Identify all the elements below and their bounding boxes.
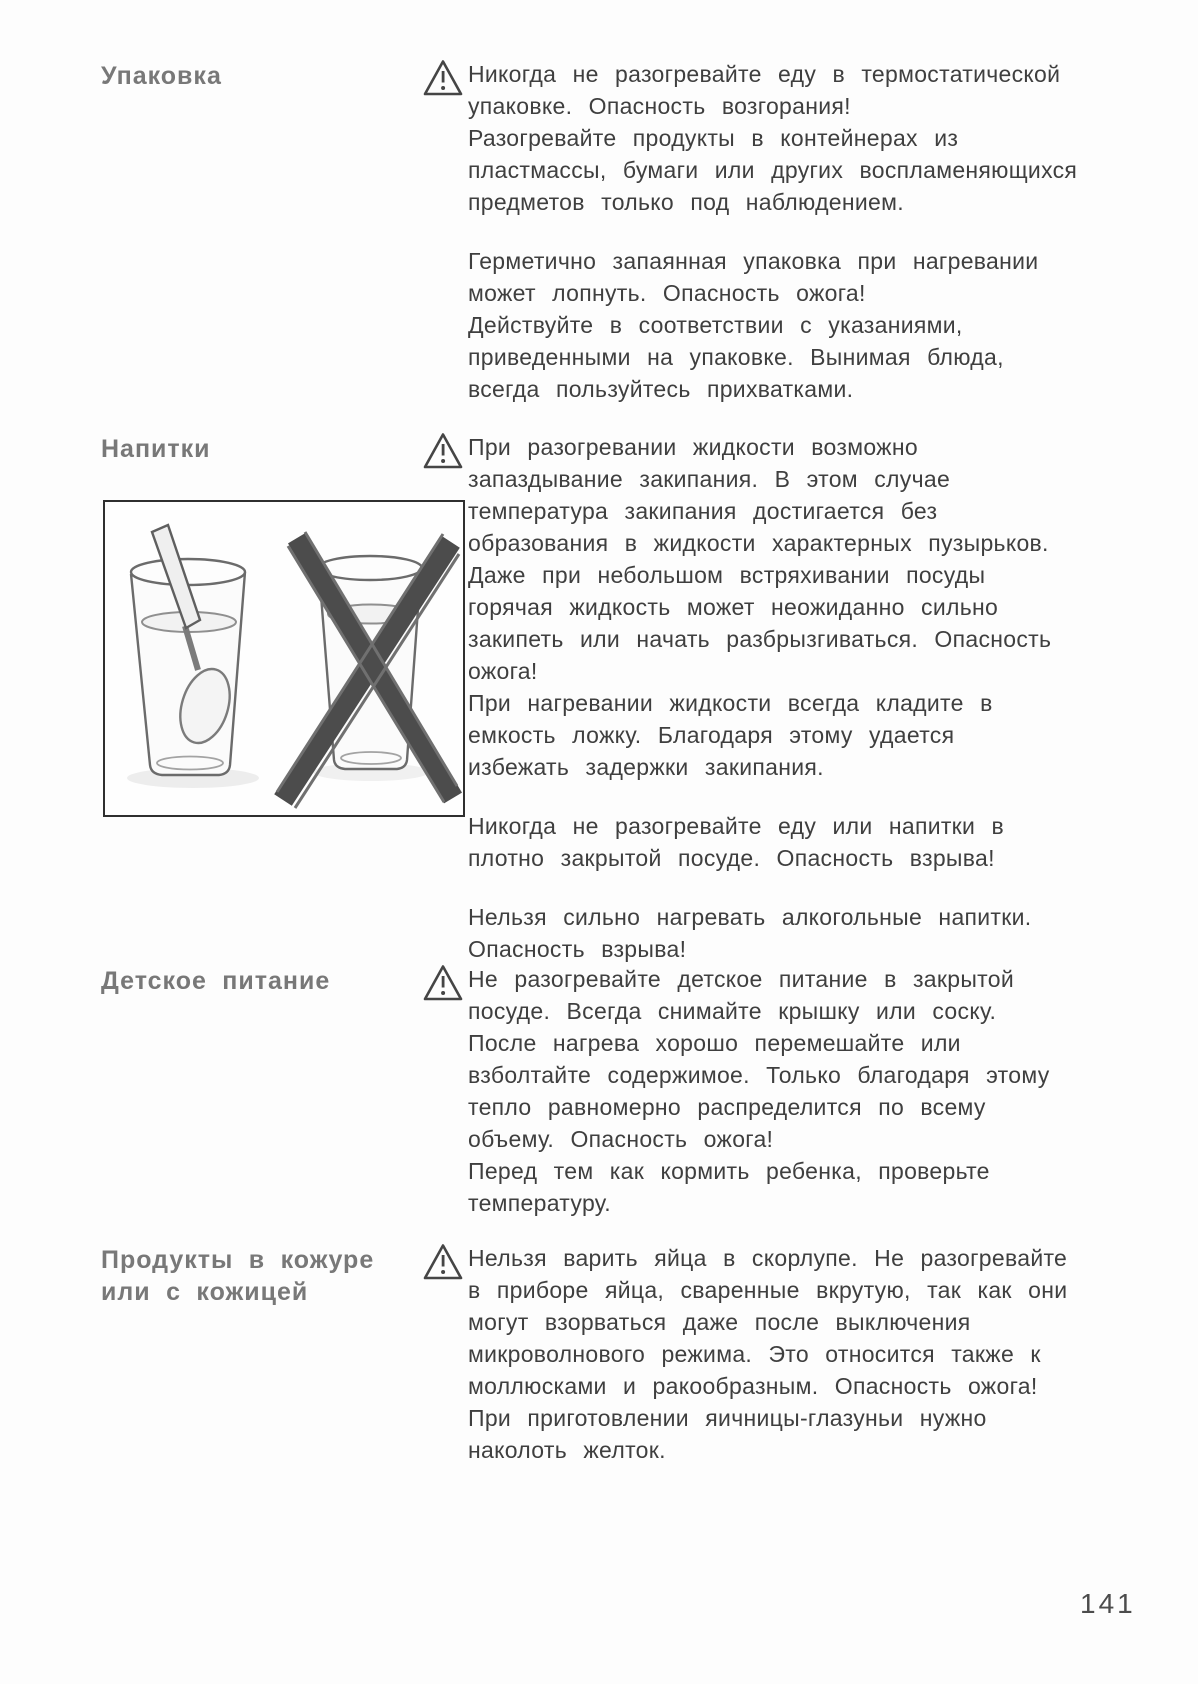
text-line: При приготовлении яичницы-глазуньи нужно [468,1405,987,1431]
text-line: предметов только под наблюдением. [468,189,904,215]
text-line: в приборе яйца, сваренные вкрутую, так как они [468,1277,1068,1303]
text-line: посуде. Всегда снимайте крышку или соску. [468,998,997,1024]
section-body [468,58,1084,405]
text-line: пластмассы, бумаги или других воспламеняющихся [468,157,1078,183]
text-line: могут взорваться даже после выключения [468,1309,971,1335]
text-line: приведенными на упаковке. Вынимая блюда, [468,344,1004,370]
text-line: может лопнуть. Опасность ожога! [468,280,866,306]
text-line: избежать задержки закипания. [468,754,824,780]
text-line: Нельзя варить яйца в скорлупе. Не разогревайте [468,1245,1068,1271]
text-line: микроволнового режима. Это относится также к [468,1341,1041,1367]
text-line: Никогда не разогревайте еду или напитки в [468,813,1005,839]
section-heading-line: Упаковка [101,62,222,90]
text-line: После нагрева хорошо перемешайте или [468,1030,961,1056]
section-body [468,431,1084,965]
text-line: тепло равномерно распределится по всему [468,1094,986,1120]
text-line: Действуйте в соответствии с указаниями, [468,312,963,338]
text-line: Нельзя сильно нагревать алкогольные напитки. [468,904,1032,930]
paragraph [468,963,1084,1219]
paragraph [468,58,1084,218]
page-number: 141 [1080,1588,1136,1619]
text-line: При нагревании жидкости всегда кладите в [468,690,993,716]
text-line: емкость ложку. Благодаря этому удается [468,722,955,748]
text-line: упаковке. Опасность возгорания! [468,93,851,119]
section-heading [101,965,401,997]
spoon-in-glass-do-vs-dont-illustration [103,500,465,817]
text-line: взболтайте содержимое. Только благодаря этому [468,1062,1050,1088]
section-heading-line: Детское питание [101,967,331,995]
text-line: Даже при небольшом встряхивании посуды [468,562,986,588]
warning-triangle-icon [422,1242,464,1282]
section-packaging [0,58,1198,432]
text-line: температура закипания достигается без [468,498,938,524]
text-line: плотно закрытой посуде. Опасность взрыва! [468,845,995,871]
section-baby-food [0,963,1198,1246]
section-heading-line: или с кожицей [101,1278,309,1306]
text-line: Герметично запаянная упаковка при нагревании [468,248,1039,274]
section-food-in-shell [0,1242,1198,1493]
paragraph [468,1242,1084,1466]
text-line: При разогревании жидкости возможно [468,434,918,460]
section-heading [101,1244,401,1308]
section-heading [101,433,401,465]
warning-triangle-icon [422,431,464,471]
paragraph [468,901,1084,965]
text-line: ожога! [468,658,538,684]
text-line: Никогда не разогревайте еду в термостатической [468,61,1061,87]
text-line: моллюсками и ракообразным. Опасность ожога! [468,1373,1038,1399]
section-heading [101,60,401,92]
paragraph [468,810,1084,874]
section-body [468,1242,1084,1466]
paragraph [468,431,1084,783]
glasses-sketch [105,502,463,815]
text-line: температуру. [468,1190,611,1216]
section-heading-line: Продукты в кожуре [101,1246,375,1274]
text-line: наколоть желток. [468,1437,666,1463]
text-line: всегда пользуйтесь прихватками. [468,376,854,402]
warning-triangle-icon [422,963,464,1003]
text-line: образования в жидкости характерных пузырьков. [468,530,1049,556]
section-heading-line: Напитки [101,435,211,463]
text-line: Перед тем как кормить ребенка, проверьте [468,1158,990,1184]
text-line: запаздывание закипания. В этом случае [468,466,951,492]
text-line: объему. Опасность ожога! [468,1126,774,1152]
text-line: Опасность взрыва! [468,936,687,962]
warning-triangle-icon [422,58,464,98]
text-line: горячая жидкость может неожиданно сильно [468,594,999,620]
text-line: Разогревайте продукты в контейнерах из [468,125,959,151]
text-line: закипеть или начать разбрызгиваться. Опасность [468,626,1052,652]
section-body [468,963,1084,1219]
text-line: Не разогревайте детское питание в закрытой [468,966,1014,992]
paragraph [468,245,1084,405]
